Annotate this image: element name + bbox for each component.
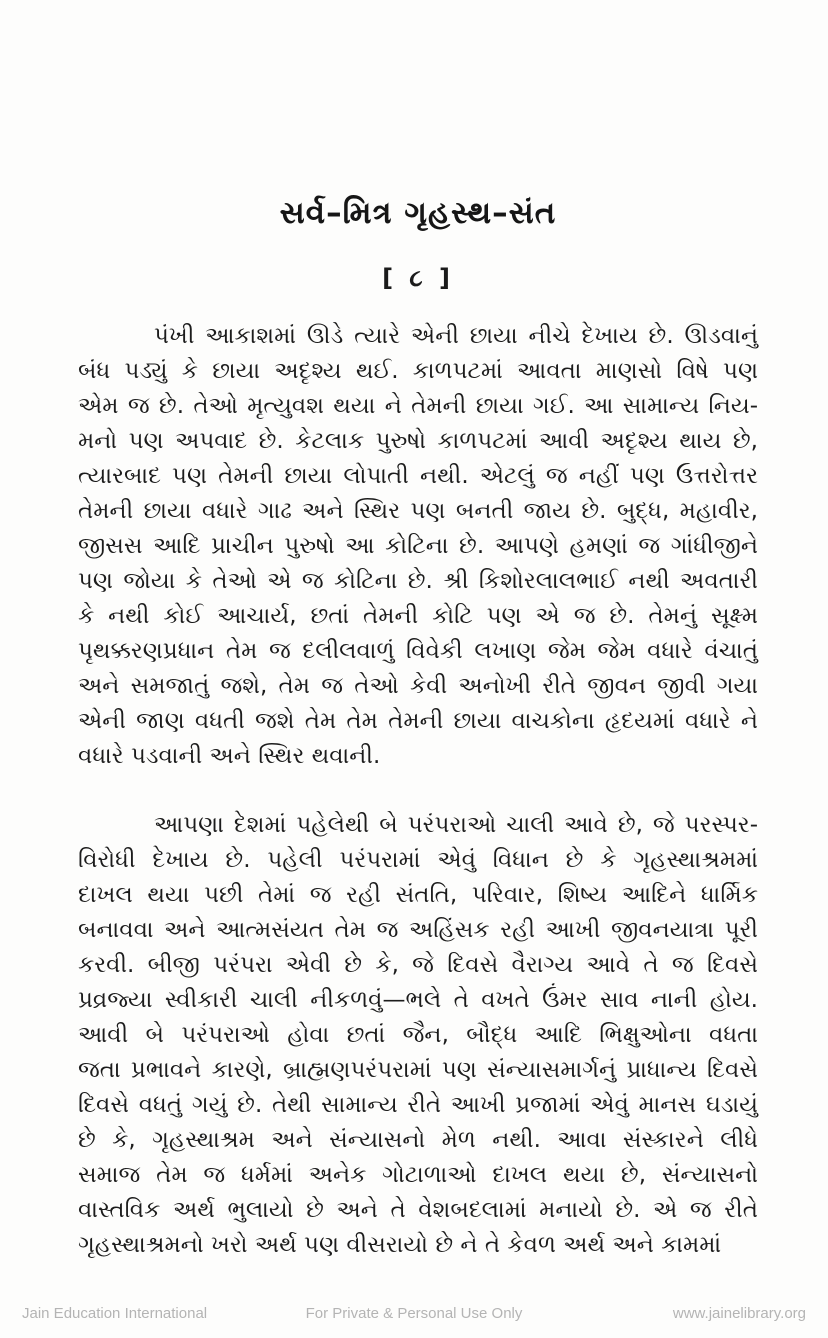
text-line: પ્રવ્રજ્યા સ્વીકારી ચાલી નીકળવું—ભલે તે વખતે ઉંમર સાવ નાની હોય. [78,987,758,1013]
text-line: કે નથી કોઈ આચાર્ય, છતાં તેમની કોટિ પણ એ જ છે. તેમનું સૂક્ષ્મ [78,603,758,629]
text-line: છે કે, ગૃહસ્થાશ્રમ અને સંન્યાસનો મેળ નથી. આવા સંસ્કારને લીધે [78,1127,758,1153]
footer-usage-notice: For Private & Personal Use Only [305,1305,523,1322]
page-title: સર્વ–મિત્ર ગૃહસ્થ–સંત [279,195,557,231]
text-line: મનો પણ અપવાદ છે. કેટલાક પુરુષો કાળપટમાં આવી અદૃશ્ય થાય છે, [78,428,758,454]
text-line: ગૃહસ્થાશ્રમનો ખરો અર્થ પણ વીસરાયો છે ને તે કેવળ અર્થ અને કામમાં [78,1232,722,1258]
text-line: આપણા દેશમાં પહેલેથી બે પરંપરાઓ ચાલી આવે છે, જે પરસ્પર- [154,812,758,838]
text-line: સમાજ તેમ જ ધર્મમાં અનેક ગોટાળાઓ દાખલ થયા છે, સંન્યાસનો [78,1162,758,1188]
text-block [78,0,758,1269]
text-line: પૃથક્કરણપ્રધાન તેમ જ દલીલવાળું વિવેકી લખાણ જેમ જેમ વધારે વંચાતું [78,638,758,664]
text-line: જતા પ્રભાવને કારણે, બ્રાહ્મણપરંપરામાં પણ સંન્યાસમાર્ગનું પ્રાધાન્ય દિવસે [78,1057,758,1083]
footer-publisher: Jain Education International [22,1305,208,1322]
text-line: કરવી. બીજી પરંપરા એવી છે કે, જે દિવસે વૈરાગ્ય આવે તે જ દિવસે [78,952,758,978]
text-line: બંધ પડ્યું કે છાયા અદૃશ્ય થઈ. કાળપટમાં આવતા માણસો વિષે પણ [78,358,758,384]
text-line: જીસસ આદિ પ્રાચીન પુરુષો આ કોટિના છે. આપણે હમણાં જ ગાંધીજીને [78,533,758,559]
section-number: [ ૮ ] [382,264,454,292]
text-line: એની જાણ વધતી જશે તેમ તેમ તેમની છાયા વાચકોના હૃદયમાં વધારે ને [78,708,758,734]
footer [0,1305,828,1322]
paragraph [78,319,758,774]
text-line: દિવસે વધતું ગયું છે. તેથી સામાન્ય રીતે આખી પ્રજામાં એવું માનસ ઘડાયું [78,1092,758,1118]
text-line: બનાવવા અને આત્મસંયત તેમ જ અહિંસક રહી આખી જીવનયાત્રા પૂરી [78,917,758,943]
text-line: પંખી આકાશમાં ઊડે ત્યારે એની છાયા નીચે દેખાય છે. ઊડવાનું [154,323,758,349]
text-line: આવી બે પરંપરાઓ હોવા છતાં જૈન, બૌદ્ધ આદિ ભિક્ષુઓના વધતા [78,1022,758,1048]
text-line: ત્યારબાદ પણ તેમની છાયા લોપાતી નથી. એટલું જ નહીં પણ ઉત્તરોત્તર [78,463,758,489]
text-line: એમ જ છે. તેઓ મૃત્યુવશ થયા ને તેમની છાયા ગઈ. આ સામાન્ય નિય- [78,393,758,419]
text-line: વાસ્તવિક અર્થ ભુલાયો છે અને તે વેશબદલામાં મનાયો છે. એ જ રીતે [78,1197,758,1223]
footer-website: www.jainelibrary.org [672,1305,806,1322]
text-line: વધારે પડવાની અને સ્થિર થવાની. [78,743,381,769]
text-line: અને સમજાતું જશે, તેમ જ તેઓ કેવી અનોખી રીતે જીવન જીવી ગયા [78,673,758,699]
paragraph [78,808,758,1263]
body-text [78,319,758,1263]
text-line: તેમની છાયા વધારે ગાઢ અને સ્થિર પણ બનતી જાય છે. બુદ્ધ, મહાવીર, [78,498,758,524]
text-line: વિરોધી દેખાય છે. પહેલી પરંપરામાં એવું વિધાન છે કે ગૃહસ્થાશ્રમમાં [78,847,758,873]
text-line: પણ જોયા કે તેઓ એ જ કોટિના છે. શ્રી કિશોરલાલભાઈ નથી અવતારી [78,568,758,594]
text-line: દાખલ થયા પછી તેમાં જ રહી સંતતિ, પરિવાર, શિષ્ય આદિને ધાર્મિક [78,882,758,908]
